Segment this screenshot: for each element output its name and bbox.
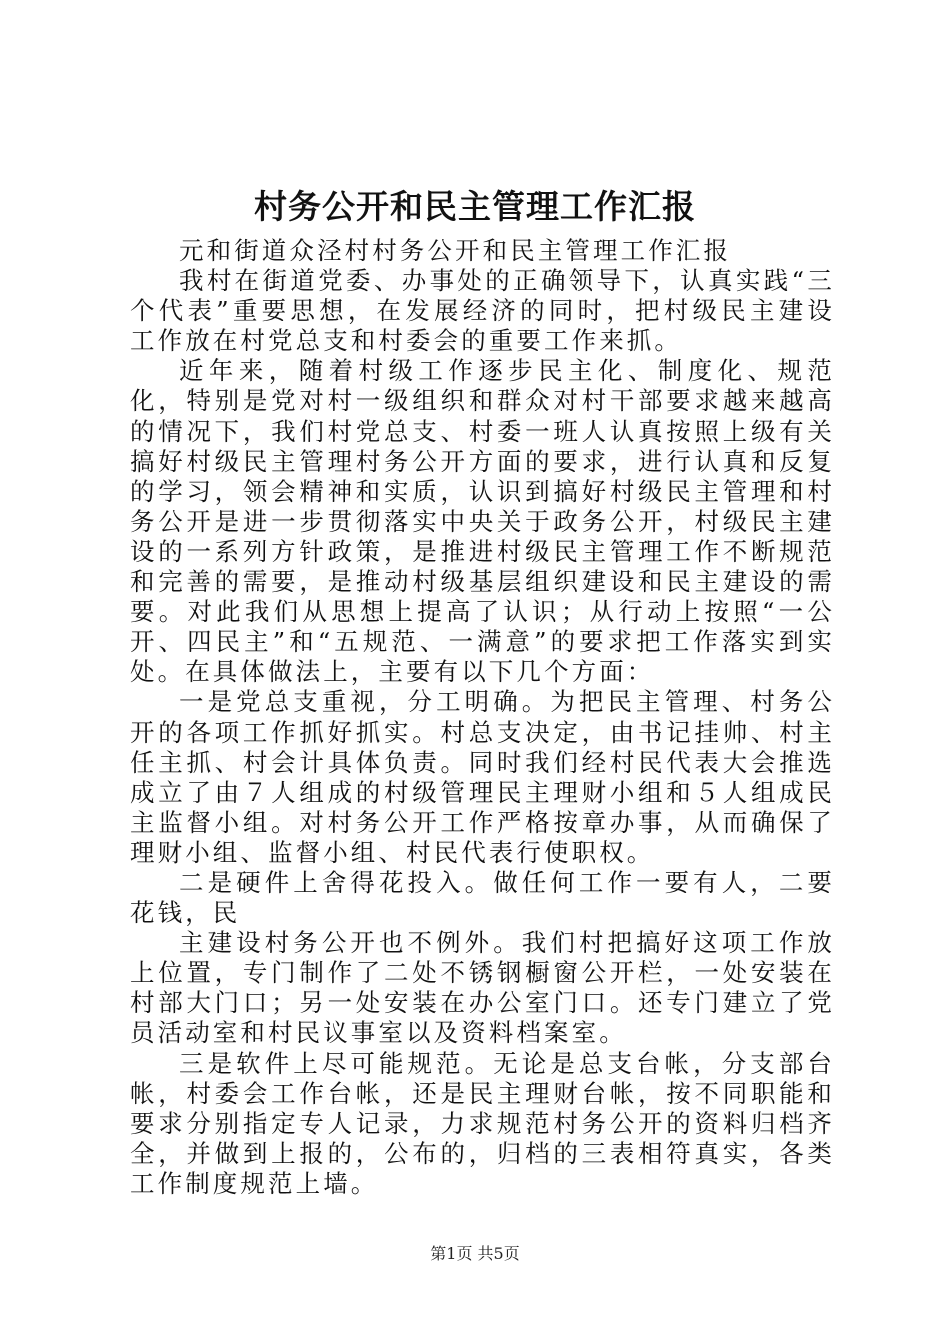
paragraph-point-two-continued: 主建设村务公开也不例外。我们村把搞好这项工作放上位置，专门制作了二处不锈钢橱窗公开栏，一处安装在村部大门口；另一处安装在办公室门口。还专门建立了党员活动室和村民议事室以及资料档案室。 xyxy=(130,928,835,1048)
paragraph-point-three: 三是软件上尽可能规范。无论是总支台帐，分支部台帐，村委会工作台帐，还是民主理财台帐，按不同职能和要求分别指定专人记录，力求规范村务公开的资料归档齐全，并做到上报的，公布的，归档的三表相符真实，各类工作制度规范上墙。 xyxy=(130,1048,835,1198)
paragraph-point-two: 二是硬件上舍得花投入。做任何工作一要有人，二要花钱，民 xyxy=(130,867,835,928)
paragraph-point-one: 一是党总支重视，分工明确。为把民主管理、村务公开的各项工作抓好抓实。村总支决定，由书记挂帅、村主任主抓、村会计具体负责。同时我们经村民代表大会推选成立了由７人组成的村级管理民主理财小组和５人组成民主监督小组。对村务公开工作严格按章办事，从而确保了理财小组、监督小组、村民代表行使职权。 xyxy=(130,687,835,867)
document-body xyxy=(130,236,835,1199)
paragraph-heading-line: 元和街道众泾村村务公开和民主管理工作汇报 xyxy=(179,236,731,265)
page-footer: 第1页 共5页 xyxy=(430,1244,520,1263)
paragraph-intro: 我村在街道党委、办事处的正确领导下，认真实践“三个代表”重要思想，在发展经济的同时，把村级民主建设工作放在村党总支和村委会的重要工作来抓。 xyxy=(130,266,835,356)
paragraph-recent-years: 近年来，随着村级工作逐步民主化、制度化、规范化，特别是党对村一级组织和群众对村干部要求越来越高的情况下，我们村党总支、村委一班人认真按照上级有关搞好村级民主管理村务公开方面的要求，进行认真和反复的学习，领会精神和实质，认识到搞好村级民主管理和村务公开是进一步贯彻落实中央关于政务公开，村级民主建设的一系列方针政策，是推进村级民主管理工作不断规范和完善的需要，是推动村级基层组织建设和民主建设的需要。对此我们从思想上提高了认识；从行动上按照“一公开、四民主”和“五规范、一满意”的要求把工作落实到实处。在具体做法上，主要有以下几个方面： xyxy=(130,356,835,687)
document-title: 村务公开和民主管理工作汇报 xyxy=(254,187,696,226)
